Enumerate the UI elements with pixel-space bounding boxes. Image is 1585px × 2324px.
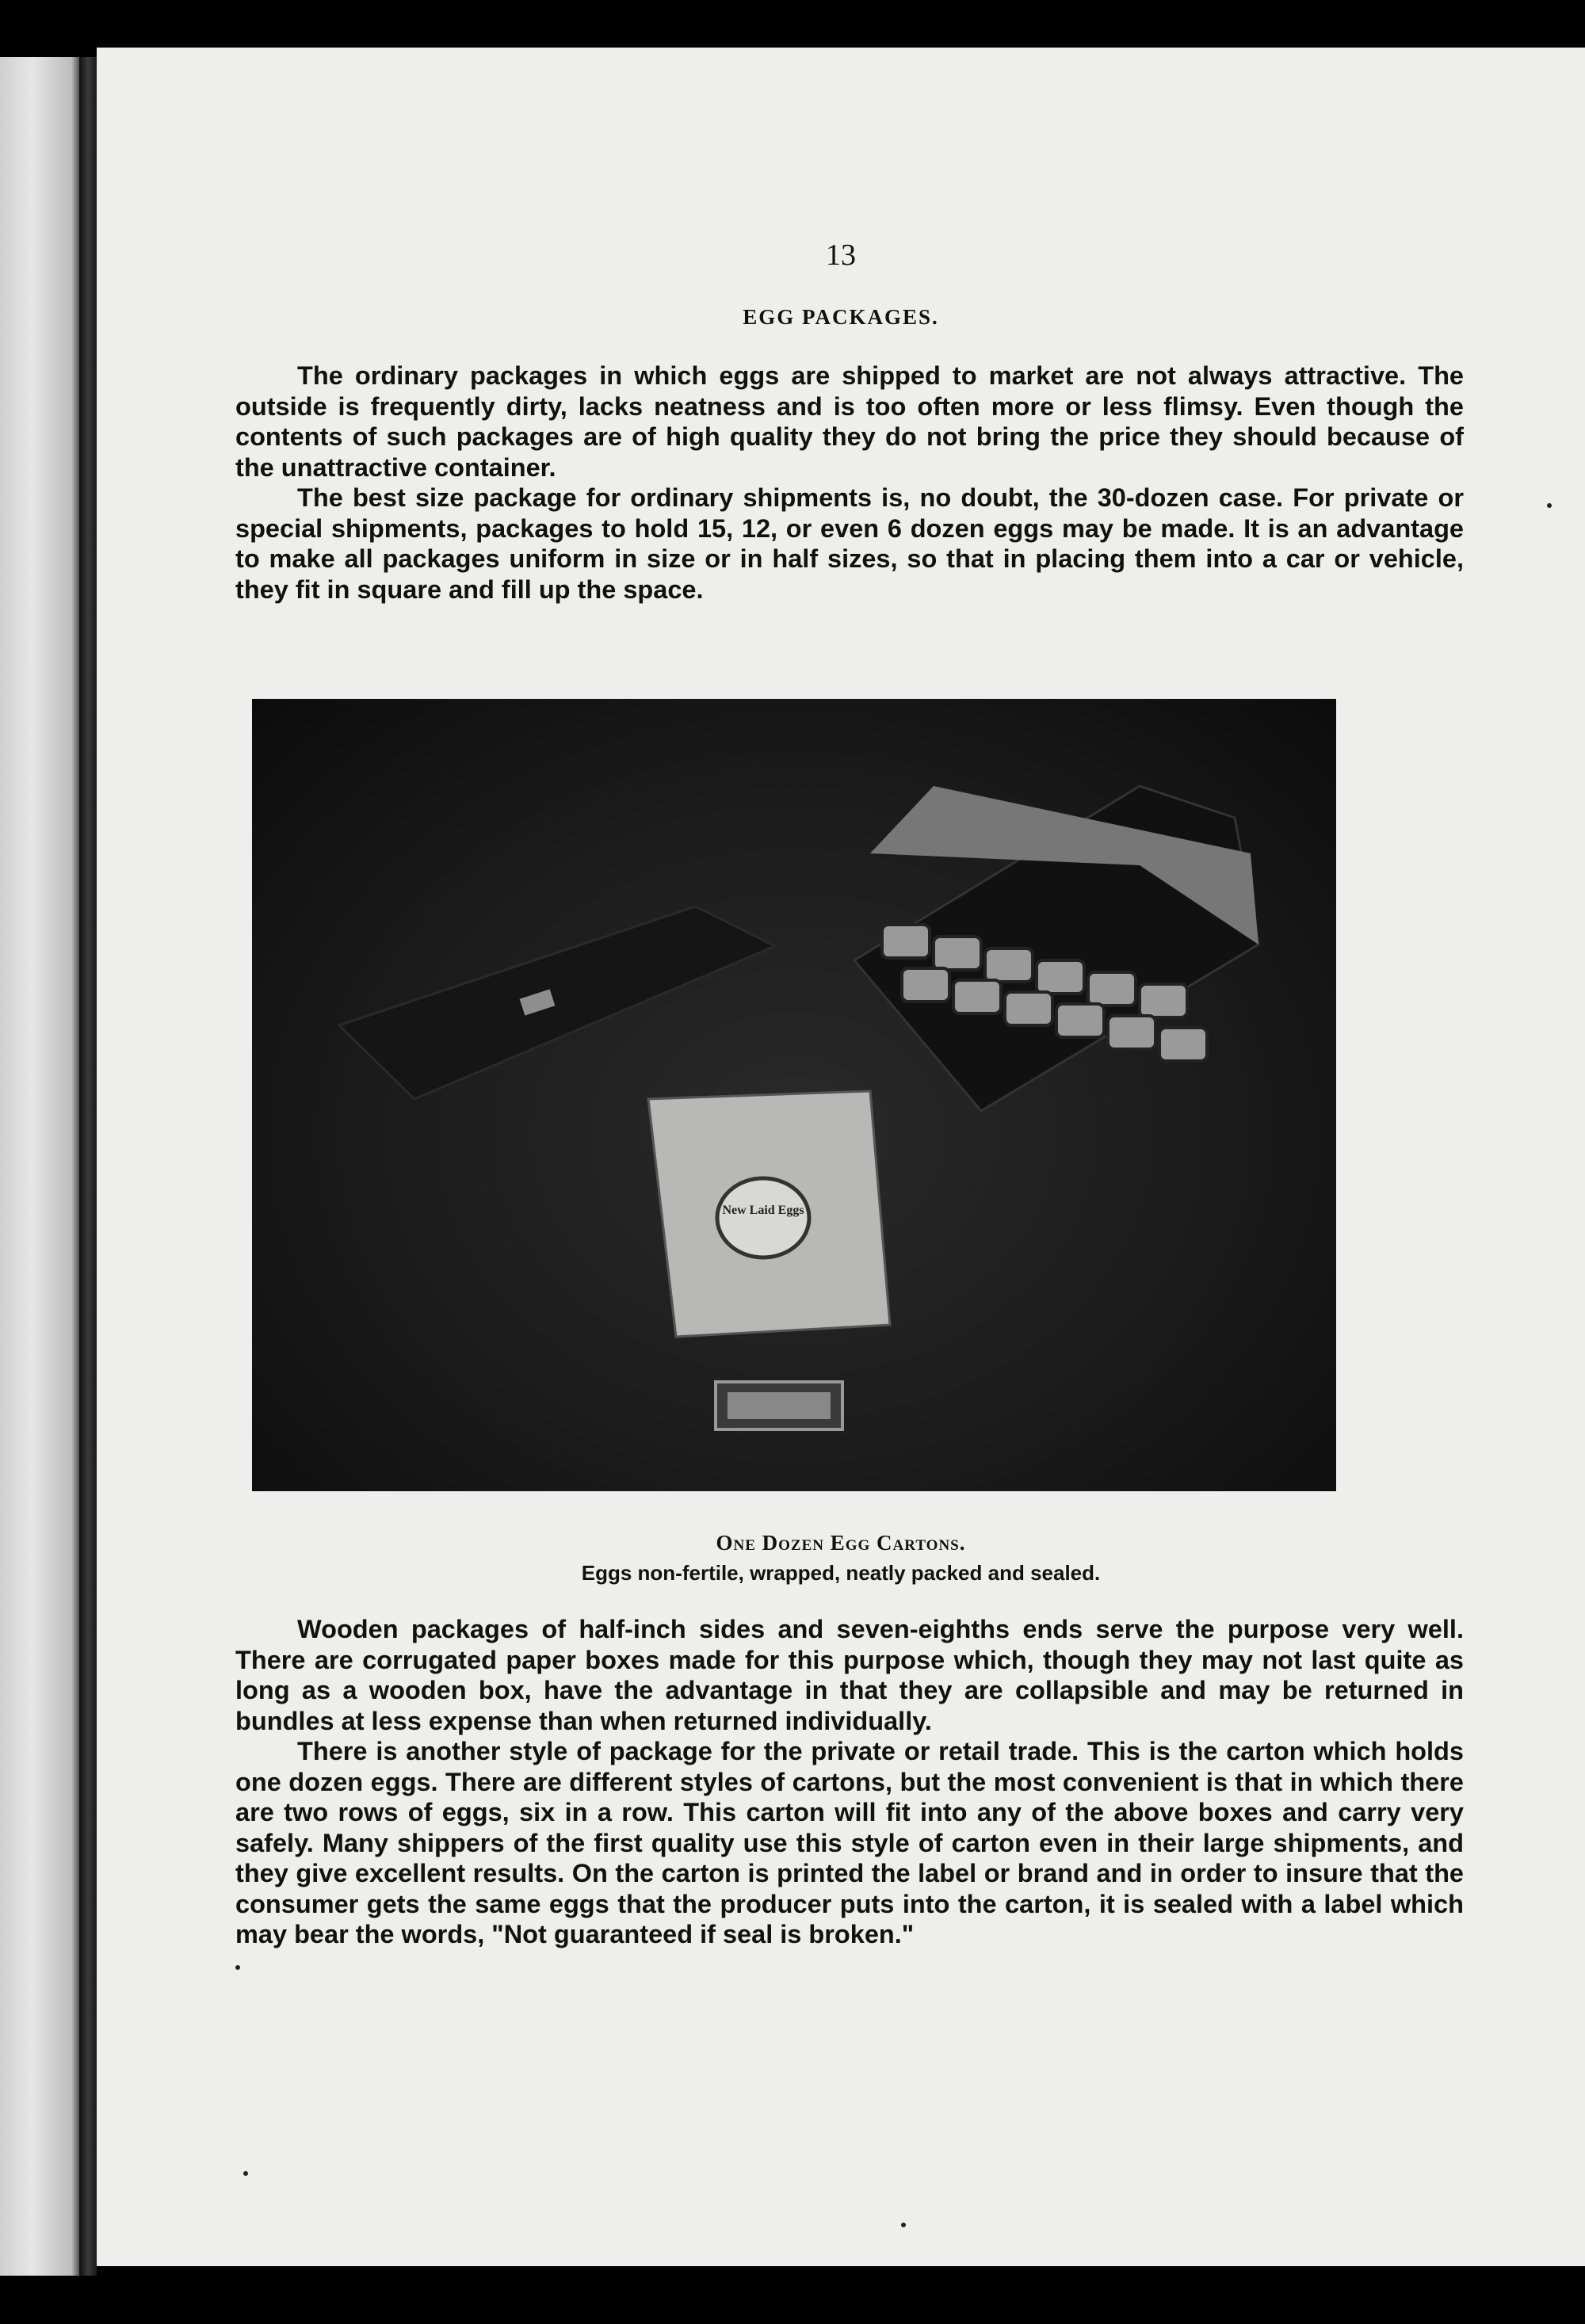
page-number: 13 xyxy=(826,239,856,272)
book-page xyxy=(97,48,1585,2266)
seal-label-face xyxy=(728,1392,831,1419)
photo-illustration xyxy=(252,699,1336,1491)
paragraph: There is another style of package for the private or retail trade. This is the carton which holds one dozen eggs. There are different styles of cartons, but the most convenient is that in which there are two rows of eggs, six in a row. This carton will fit into any of the above boxes and carry very safely. Many shippers of the first quality use this style of carton even in their large shipments, and they give excellent results. On the carton is printed the label or brand and in order to insure that the consumer gets the same eggs that the producer puts into the carton, it is sealed with a label which may bear the words, "Not guaranteed if seal is broken." xyxy=(235,1737,1464,1948)
carton-brand-seal xyxy=(717,1178,809,1257)
bottom-text-block xyxy=(235,1614,1464,1950)
egg-cartons-photo xyxy=(252,699,1336,1491)
print-speck xyxy=(901,2223,906,2227)
print-speck xyxy=(235,1965,240,1970)
carton-brand-text: New Laid Eggs xyxy=(722,1204,804,1217)
print-speck xyxy=(1547,503,1552,508)
paragraph: The ordinary packages in which eggs are shipped to market are not always attractive. The outside is frequently dirty, lacks neatness and is too often more or less flimsy. Even though the contents of such packages are of high quality they do not bring the price they should because of the unattractive container. xyxy=(235,361,1464,482)
paragraph: Wooden packages of half-inch sides and seven-eighths ends serve the purpose very well. There are corrugated paper boxes made for this purpose which, though they may not last quite as long as a wooden box, have the advantage in that they are collapsible and may be returned in bundles at less expense than when returned individually. xyxy=(235,1615,1464,1735)
figure-caption-subtitle: Eggs non-fertile, wrapped, neatly packed and sealed. xyxy=(581,1561,1101,1585)
paragraph: The best size package for ordinary shipments is, no doubt, the 30-dozen case. For private or special shipments, packages to hold 15, 12, or even 6 dozen eggs may be made. It is an advantage to make all packages uniform in size or in half sizes, so that in placing them into a car or vehicle, they fit in square and fill up the space. xyxy=(235,483,1464,604)
adjacent-page-edge xyxy=(0,57,79,2276)
section-title: EGG PACKAGES. xyxy=(743,305,939,329)
closed-carton xyxy=(339,906,775,1099)
print-speck xyxy=(243,2171,248,2176)
figure-caption-title: One Dozen Egg Cartons. xyxy=(716,1531,966,1555)
book-gutter xyxy=(79,57,97,2276)
top-text-block xyxy=(235,361,1464,605)
